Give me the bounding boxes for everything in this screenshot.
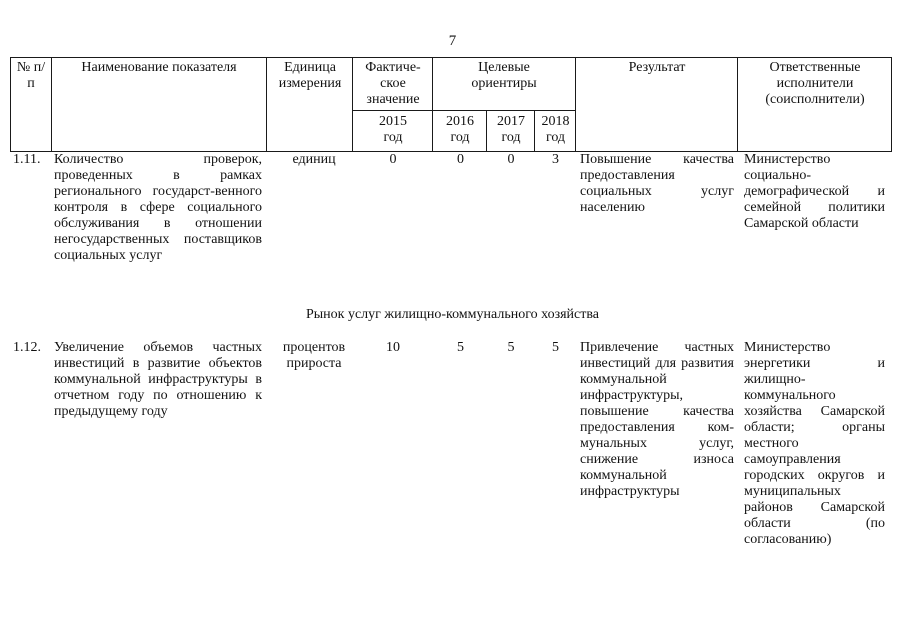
header-fact-line2: ское [380,76,406,91]
header-col-divider [432,57,433,152]
header-year-2018 [536,114,575,146]
row-value-2015: 10 [386,340,400,355]
header-col-divider [352,57,353,152]
header-year-2016 [434,114,486,146]
header-target: Целевые ориентиры [471,60,537,91]
header-col-divider [737,57,738,152]
row-unit: процентов прироста [282,340,346,371]
year-2017-unit: год [501,130,521,145]
header-col-divider [266,57,267,152]
year-2016-label: 2016 [446,114,474,129]
header-fact-line3: значение [366,92,420,107]
header-col-divider [486,111,487,152]
header-col-divider [10,57,11,152]
row-responsible: Министерство социально-демографической и семейной политики Самарской области [744,152,885,231]
row-result: Повышение качества предоставления социальных услуг населению [580,152,734,215]
row-value-2016: 5 [457,340,464,355]
year-2015-unit: год [383,130,403,145]
header-responsible: Ответственные исполнители (соисполнители) [765,60,865,107]
table-header [0,57,905,152]
row-indicator-name: Увеличение объемов частных инвестиций в развитие объектов коммунальной инфраструктуры в отчетном году по отношению к предыдущему году [54,340,262,419]
section-title: Рынок услуг жилищно-коммунального хозяйства [305,307,600,322]
year-2015-label: 2015 [379,114,407,129]
header-result: Результат [628,60,686,75]
header-year-2017 [488,114,534,146]
row-value-2017: 0 [507,152,515,167]
header-fact-line1: Фактиче- [365,60,421,75]
year-2018-unit: год [545,130,566,145]
header-col-divider [891,57,892,152]
header-target-border [433,110,575,111]
row-value-2018: 5 [552,340,559,355]
header-col-divider [534,111,535,152]
row-responsible: Министерство энергетики и жилищно-коммунального хозяйства Самарской области; органы местного самоуправления городских округов и муниципальных районов Самарской области (по согласованию) [744,340,885,547]
row-result: Привлечение частных инвестиций для развития коммунальной инфраструктуры, повышение качества предоставления ком-мунальных услуг, снижение износа коммунальной инфраструктуры [580,340,734,499]
row-indicator-name: Количество проверок, проведенных в рамках регионального государст-венного контроля в сфере социального обслуживания в отношении негосударственных поставщиков социальных услуг [54,152,262,263]
year-2016-unit: год [450,130,470,145]
row-num: 1.12. [13,340,41,355]
row-value-2017: 5 [507,340,515,355]
header-col-divider [575,57,576,152]
row-num: 1.11. [13,152,41,167]
year-2017-label: 2017 [497,114,525,129]
header-num: № п/п [16,60,46,91]
row-value-2018: 3 [552,152,559,167]
row-value-2015: 0 [389,152,397,167]
header-year-2015 [354,114,432,146]
header-fact [354,60,432,108]
row-value-2016: 0 [457,152,464,167]
header-col-divider [51,57,52,152]
header-top-border [10,57,892,58]
page-number: 7 [448,33,457,49]
year-2018-label: 2018 [541,114,570,129]
row-unit: единиц [292,152,336,167]
header-name: Наименование показателя [81,60,237,75]
header-unit: Единица измерения [278,60,342,91]
